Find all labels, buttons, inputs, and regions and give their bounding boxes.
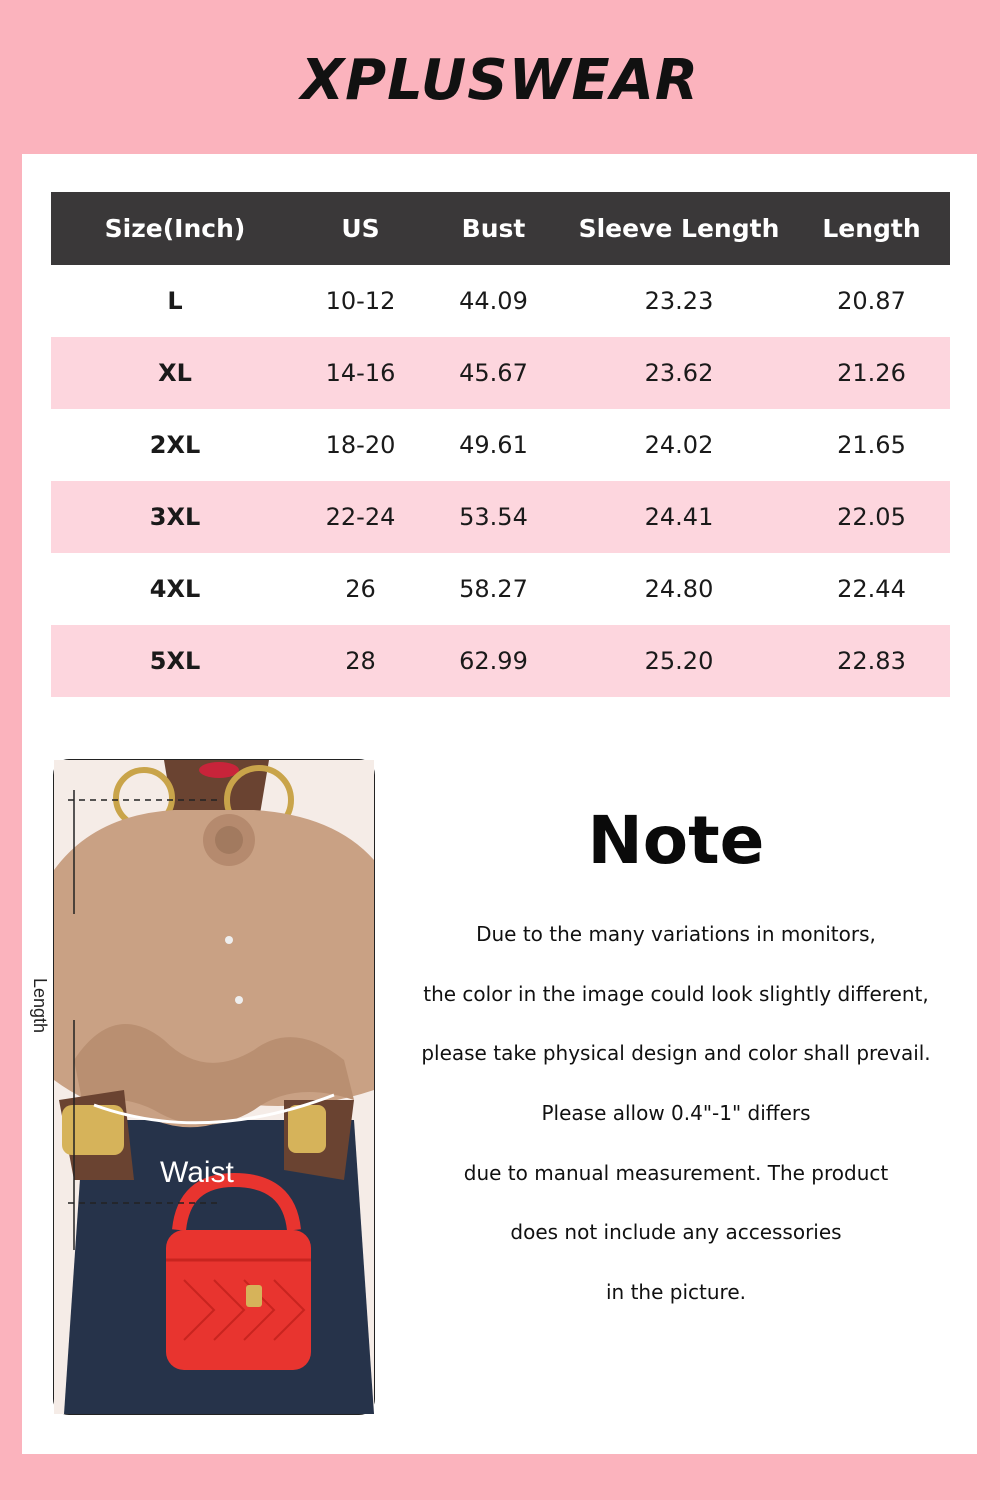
- cell-length: 22.44: [837, 575, 906, 603]
- table-row: [51, 337, 950, 409]
- note-line: please take physical design and color shall prevail.: [421, 1041, 931, 1066]
- cell-sleeve-length: 23.62: [565, 337, 793, 409]
- cell-us: 18-20: [325, 431, 396, 459]
- cell-bust: 58.27: [459, 575, 528, 603]
- note-line: Due to the many variations in monitors,: [476, 922, 876, 946]
- cell-size: 5XL: [51, 625, 299, 697]
- content-card: [22, 154, 977, 1454]
- cell-us: 10-12: [325, 287, 396, 315]
- cell-size: 4XL: [149, 575, 201, 603]
- table-row: [51, 553, 950, 625]
- brand-name: XPLUSWEAR: [300, 47, 700, 113]
- size-chart-table: [51, 192, 950, 697]
- cell-bust: 62.99: [422, 625, 565, 697]
- waist-label: Waist: [160, 1156, 234, 1189]
- cell-size: XL: [51, 337, 299, 409]
- cell-us: 26: [345, 575, 376, 603]
- cell-sleeve-length: 24.02: [644, 431, 714, 459]
- header-us: US: [299, 192, 422, 265]
- header-size: Size(Inch): [51, 192, 299, 265]
- table-row: [51, 481, 950, 553]
- cell-us: 22-24: [299, 481, 422, 553]
- note-line: in the picture.: [606, 1280, 746, 1305]
- cell-size: L: [167, 287, 183, 315]
- model-photo: [30, 759, 375, 1415]
- note-text: [396, 916, 956, 1334]
- cell-length: 22.05: [793, 481, 950, 553]
- cell-size: 3XL: [51, 481, 299, 553]
- cell-bust: 44.09: [459, 287, 528, 315]
- cell-length: 21.65: [837, 431, 906, 459]
- brand-logo: [0, 48, 1000, 112]
- cell-size: 2XL: [149, 431, 201, 459]
- cell-length: 22.83: [793, 625, 950, 697]
- table-header-row: [51, 192, 950, 265]
- header-bust: Bust: [422, 192, 565, 265]
- cell-sleeve-length: 23.23: [644, 287, 714, 315]
- cell-sleeve-length: 25.20: [565, 625, 793, 697]
- length-label: Length: [30, 978, 50, 1034]
- note-title: Note: [587, 802, 765, 879]
- cell-bust: 53.54: [422, 481, 565, 553]
- cell-length: 21.26: [793, 337, 950, 409]
- note-line: the color in the image could look slightly different,: [423, 981, 929, 1006]
- table-row: [51, 409, 950, 481]
- model-illustration: [54, 760, 374, 1414]
- note-line: Please allow 0.4"-1" differs: [541, 1101, 811, 1126]
- cell-length: 20.87: [837, 287, 906, 315]
- cell-us: 14-16: [299, 337, 422, 409]
- cell-bust: 45.67: [422, 337, 565, 409]
- header-sleeve-length: Sleeve Length: [565, 192, 793, 265]
- table-row: [51, 625, 950, 697]
- cell-sleeve-length: 24.41: [565, 481, 793, 553]
- table-row: [51, 265, 950, 337]
- cell-sleeve-length: 24.80: [644, 575, 714, 603]
- cell-bust: 49.61: [459, 431, 528, 459]
- note-line: due to manual measurement. The product: [463, 1160, 889, 1185]
- note-line: does not include any accessories: [510, 1220, 842, 1245]
- header-length: Length: [793, 192, 950, 265]
- cell-us: 28: [299, 625, 422, 697]
